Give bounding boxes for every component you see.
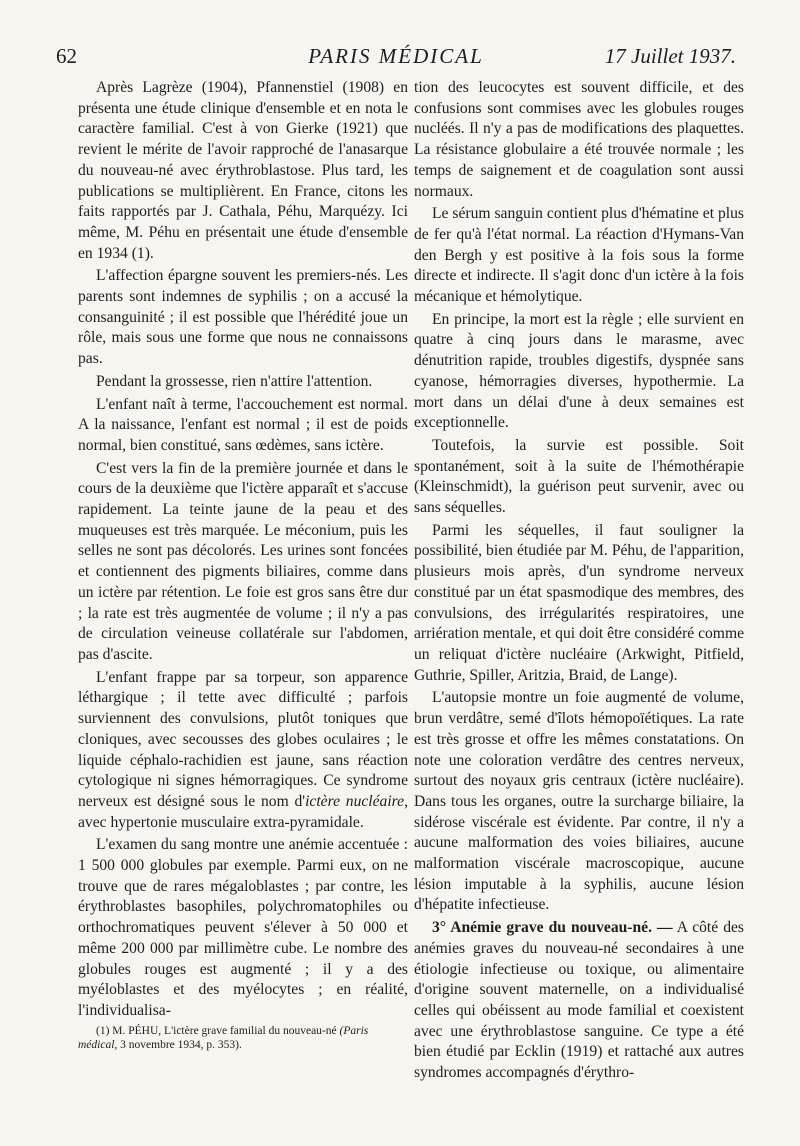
paragraph: tion des leucocytes est souvent difficile, et des confusions sont commises avec les globules rouges nucléés. Il n'y a pas de modifications des plaquettes. La résistance globulaire a été trouvée normale ; les temps de saignement et de coagulation sont aussi normaux. — [414, 79, 744, 200]
paragraph: En principe, la mort est la règle ; elle survient en quatre à cinq jours dans le marasme, avec dénutrition rapide, troubles digestifs, dyspnée sans cyanose, hémorragies diverses, hypothermie. La mort dans un délai d'une à deux semaines est exceptionnelle. — [414, 310, 744, 432]
section-heading: 3° Anémie grave du nouveau-né. — — [432, 919, 673, 937]
term-ictere-nucleaire: ictère nucléaire — [305, 792, 405, 810]
left-column — [78, 78, 408, 1054]
paragraph — [78, 668, 408, 834]
paragraph-tail: , avec hypertonie musculaire extra-pyramidale. — [78, 792, 408, 831]
issue-date: 17 Juillet 1937. — [604, 44, 736, 68]
paragraph: L'affection épargne souvent les premiers-nés. Les parents sont indemnes de syphilis ; on a accusé la consanguinité ; il est possible que l'hérédité joue un rôle, mais sous une forme que nous ne connaissons pas. — [78, 267, 408, 368]
page-header — [56, 44, 736, 74]
paragraph: Pendant la grossesse, rien n'attire l'attention. — [96, 372, 373, 390]
paragraph: C'est vers la fin de la première journée et dans le cours de la deuxième que l'ictère apparaît et s'accuse rapidement. La teinte jaune de la peau et des muqueuses est très marquée. Le méconium, puis les selles ne sont pas décolorés. Les urines sont foncées et contiennent des pigments biliaires, comme dans un ictère par rétention. Le foie est gros sans être dur ; la rate est très augmentée de volume ; il n'y a pas de circulation veineuse collatérale sur l'abdomen, pas d'ascite. — [78, 459, 408, 663]
footnote-text: (1) M. PÉHU, L'ictère grave familial du nouveau-né — [96, 1024, 337, 1037]
paragraph: Toutefois, la survie est possible. Soit spontanément, soit à la suite de l'hémothérapie (Kleinschmidt), la guérison peut survenir, avec ou sans séquelles. — [414, 436, 744, 517]
paragraph: L'enfant naît à terme, l'accouchement est normal. A la naissance, l'enfant est normal ; il est de poids normal, bien constitué, sans œdèmes, sans ictère. — [78, 395, 408, 454]
footnote — [78, 1024, 408, 1052]
paragraph: Le sérum sanguin contient plus d'hématine et plus de fer qu'à l'état normal. La réaction d'Hymans-Van den Bergh y est positive à la fois sous la forme directe et indirecte. Il s'agit donc d'un ictère à la fois mécanique et hémolytique. — [414, 205, 744, 306]
paragraph-text: L'enfant frappe par sa torpeur, son apparence léthargique ; il tette avec difficulté ; parfois surviennent des convulsions, plutôt toniques que cloniques, avec secousses des globes oculaires ; le liquide céphalo-rachidien est jaune, sans réaction cytologique ni signes hémorragiques. Ce syndrome nerveux est désigné sous le nom d' — [78, 668, 408, 810]
footnote-citation: (Paris médical, — [78, 1024, 369, 1051]
section-paragraph — [414, 918, 744, 1084]
paragraph: L'autopsie montre un foie augmenté de volume, brun verdâtre, semé d'îlots hémopoïétiques. La rate est très grosse et offre les mêmes constatations. On note une coloration verdâtre des centres nerveux, surtout des noyaux gris centraux (ictère nucléaire). Dans tous les organes, outre la surcharge biliaire, la sidérose viscérale est évidente. Par contre, il n'y a aucune malformation des voies biliaires, aucune malformation viscérale macroscopique, aucune lésion imputable à la syphilis, aucune lésion d'hépatite infectieuse. — [414, 689, 744, 914]
paragraph: Parmi les séquelles, il faut souligner la possibilité, bien étudiée par M. Péhu, de l'apparition, plusieurs mois après, d'un syndrome nerveux constitué par un état spasmodique des membres, des convulsions, des irrégularités respiratoires, une arriération mentale, et qui doit être considéré comme un reliquat d'ictère nucléaire (Arkwight, Pitfield, Guthrie, Spiller, Aritzia, Braid, de Lange). — [414, 521, 744, 684]
section-text: A côté des anémies graves du nouveau-né secondaires à une étiologie infectieuse ou toxique, ou alimentaire d'origine souvent maternelle, on a individualisé celles qui obéissent au mode familial et coexistent avec une érythroblastose sanguine. Ce type a été bien étudié par Ecklin (1919) et rattaché aux autres syndromes accompagnés d'érythro- — [414, 919, 744, 1082]
right-column — [414, 78, 744, 1086]
paragraph: Après Lagrèze (1904), Pfannenstiel (1908) en présenta une étude clinique d'ensemble et en nota le caractère familial. C'est à von Gierke (1921) que revient le mérite de l'avoir rapproché de l'anasarque du nouveau-né avec érythroblastose. Plus tard, les publications se multiplièrent. En France, citons les faits rapportés par J. Cathala, Péhu, Marquézy. Ici même, M. Péhu en présentait une étude d'ensemble en 1934 (1). — [78, 79, 408, 262]
paragraph: L'examen du sang montre une anémie accentuée : 1 500 000 globules par exemple. Parmi eux, on ne trouve que de rares mégaloblastes ; par contre, les érythroblastes basophiles, polychromatophiles ou orthochromatiques peuvent s'élever à 50 000 et même 200 000 par millimètre cube. Le nombre des globules rouges est augmenté ; il y a des myéloblastes et des myélocytes ; en réalité, l'individualisa- — [78, 836, 408, 1019]
footnote-citation-tail: 3 novembre 1934, p. 353). — [117, 1038, 242, 1051]
journal-title: PARIS MÉDICAL — [308, 44, 484, 68]
page-number: 62 — [56, 44, 77, 68]
